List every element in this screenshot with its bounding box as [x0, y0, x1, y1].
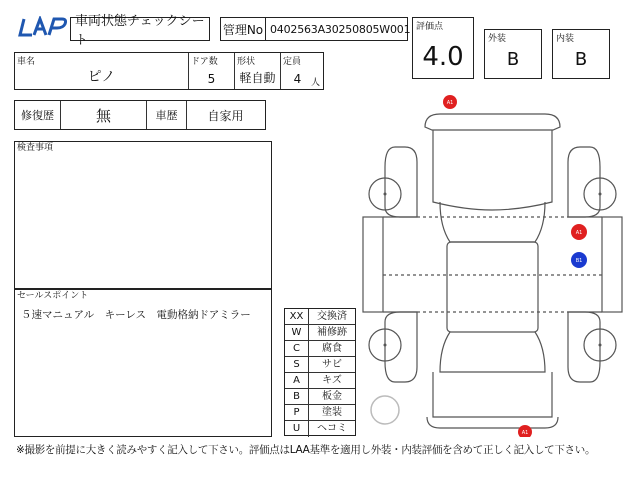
legend-row: [285, 421, 355, 437]
inspection-label: 検査事項: [17, 143, 54, 153]
overall-score-label: 評価点: [416, 22, 444, 32]
inspection-box: [14, 141, 272, 289]
legend-desc: サビ: [322, 359, 342, 370]
legend-code: B: [285, 389, 309, 404]
overall-score-box: [412, 17, 474, 79]
legend-code: A: [285, 373, 309, 388]
legend-row: [285, 341, 355, 357]
damage-mark-front: [443, 95, 457, 109]
sales-point-label: セールスポイント: [17, 291, 89, 301]
legend-code: U: [285, 421, 309, 437]
sales-point-text: ５速マニュアル キーレス 電動格納ドアミラー: [21, 309, 251, 321]
legend-code: S: [285, 357, 309, 372]
car-name-cell: [15, 53, 189, 89]
history-table: [14, 100, 266, 130]
legend-code: W: [285, 325, 309, 340]
capacity-unit: 人: [310, 78, 320, 88]
damage-mark-right-middle: [571, 252, 587, 268]
capacity-value: 4: [293, 72, 302, 86]
exterior-score-box: [484, 29, 542, 79]
legend-desc: キズ: [322, 375, 342, 386]
legend-desc: 交換済: [317, 311, 347, 322]
car-name-value: ピノ: [87, 69, 116, 85]
doors-label: ドア数: [191, 57, 218, 67]
legend-row: [285, 373, 355, 389]
sheet-title: 車両状態チェックシート: [70, 17, 210, 41]
exterior-score-label: 外装: [488, 34, 507, 44]
legend-code: P: [285, 405, 309, 420]
legend-desc: 補修跡: [317, 327, 347, 338]
legend-row: [285, 325, 355, 341]
doors-value: 5: [207, 72, 216, 86]
capacity-cell: [281, 53, 322, 89]
damage-mark-right-front: [571, 224, 587, 240]
usage-history-label: 車歴: [147, 101, 187, 129]
capacity-label: 定員: [283, 57, 302, 67]
svg-text:A1: A1: [575, 230, 583, 236]
repair-history-value: 無: [61, 101, 147, 129]
doors-cell: [189, 53, 235, 89]
damage-legend: [284, 308, 356, 436]
exterior-score-value: B: [506, 49, 520, 70]
sales-point-box: [14, 289, 272, 437]
svg-text:B1: B1: [575, 258, 583, 264]
repair-history-label: 修復歴: [15, 101, 61, 129]
management-no-value: 0402563A30250805W001: [266, 17, 408, 41]
svg-text:A1: A1: [446, 100, 454, 106]
legend-row: [285, 357, 355, 373]
usage-history-value: 自家用: [207, 108, 244, 123]
legend-row: [285, 405, 355, 421]
legend-desc: 腐食: [322, 343, 342, 354]
laa-logo: [18, 16, 68, 38]
footer-note: ※撮影を前提に大きく読みやすく記入して下さい。評価点はLAA基準を適用し外装・内装評価を含めて正しく記入して下さい。: [16, 444, 596, 456]
overall-score-value: 4.0: [422, 42, 464, 72]
legend-code: XX: [285, 309, 309, 324]
svg-text:A1: A1: [521, 430, 529, 436]
car-name-label: 車名: [17, 57, 36, 67]
car-body-diagram: [355, 92, 630, 437]
shape-value: 軽自動: [239, 71, 276, 85]
interior-score-value: B: [574, 49, 588, 70]
damage-mark-rear: [518, 425, 532, 437]
interior-score-label: 内装: [556, 34, 575, 44]
legend-row: [285, 389, 355, 405]
legend-desc: 板金: [322, 391, 342, 402]
legend-desc: ヘコミ: [317, 423, 347, 434]
legend-code: C: [285, 341, 309, 356]
management-no-label: 管理No: [220, 17, 266, 41]
vehicle-info-table: [14, 52, 324, 90]
legend-desc: 塗装: [322, 407, 342, 418]
interior-score-box: [552, 29, 610, 79]
legend-row: [285, 309, 355, 325]
shape-label: 形状: [237, 57, 256, 67]
